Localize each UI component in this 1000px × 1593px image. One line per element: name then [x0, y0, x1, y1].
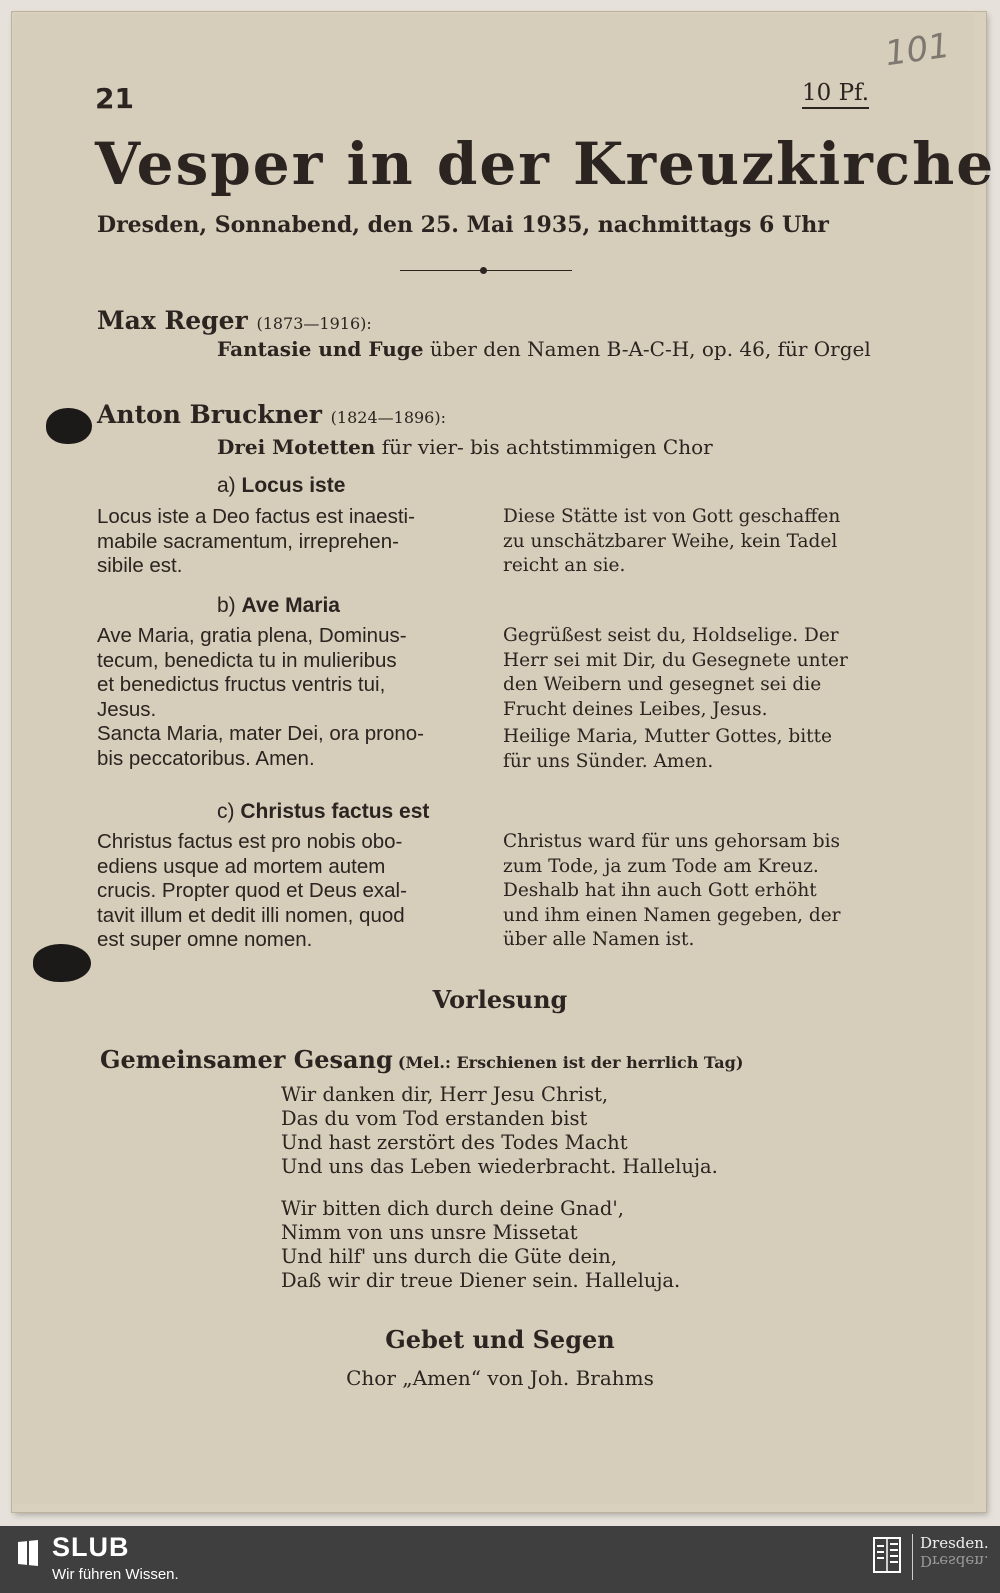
work-reger: [217, 337, 871, 361]
motet-title: Locus iste: [241, 474, 346, 497]
text-line: sibile est.: [97, 554, 183, 577]
text-line: den Weibern und gesegnet sei die: [503, 674, 822, 695]
text-line: Christus ward für uns gehorsam bis: [503, 831, 841, 852]
dresden-coat-of-arms-icon: [872, 1536, 902, 1576]
text-line: Ave Maria, gratia plena, Dominus-: [97, 624, 407, 647]
motet-heading-a: [217, 474, 345, 498]
text-line: Diese Stätte ist von Gott geschaffen: [503, 506, 841, 527]
hymn-stanza-1: [281, 1083, 718, 1179]
motet-heading-c: [217, 800, 429, 824]
text-line: für uns Sünder. Amen.: [503, 750, 714, 772]
library-footer: [0, 1526, 1000, 1593]
page-subtitle: Dresden, Sonnabend, den 25. Mai 1935, nachmittags 6 Uhr: [97, 212, 829, 238]
library-claim: Wir führen Wissen.: [52, 1566, 179, 1583]
hymn-line: Wir danken dir, Herr Jesu Christ,: [281, 1083, 609, 1106]
latin-text-c: [97, 830, 469, 953]
text-line: ediens usque ad mortem autem: [97, 854, 386, 878]
library-name: SLUB: [52, 1532, 130, 1562]
hymn-line: Und hast zerstört des Todes Macht: [281, 1131, 628, 1154]
text-line: est super omne nomen.: [97, 928, 313, 951]
motet-letter: b): [217, 594, 236, 617]
chor-line: Chor „Amen“ von Joh. Brahms: [346, 1366, 654, 1390]
text-line: tecum, benedicta tu in mulieribus: [97, 648, 397, 672]
text-line: mabile sacramentum, irreprehen-: [97, 529, 399, 553]
work-title: Drei Motetten: [217, 435, 376, 459]
text-line: reicht an sie.: [503, 555, 626, 576]
slub-logo-icon: [16, 1538, 40, 1568]
text-line: et benedictus fructus ventris tui,: [97, 673, 386, 696]
composer-name: Anton Bruckner: [97, 400, 322, 429]
text-line: zum Tode, ja zum Tode am Kreuz.: [503, 855, 819, 877]
gesang-melody: (Mel.: Erschienen ist der herrlich Tag): [397, 1053, 744, 1072]
work-bruckner: [217, 435, 713, 459]
section-gesang: [100, 1045, 743, 1074]
text-line: und ihm einen Namen gegeben, der: [503, 904, 841, 926]
punch-hole-bottom: [33, 944, 91, 982]
city-name: Dresden.: [920, 1534, 989, 1552]
divider-ornament: [480, 267, 487, 274]
text-line: crucis. Propter quod et Deus exal-: [97, 879, 407, 902]
pencil-note: 101: [882, 25, 953, 75]
text-line: Gegrüßest seist du, Holdselige. Der: [503, 625, 839, 646]
page-title: Vesper in der Kreuzkirche: [95, 130, 996, 198]
leaflet-number: 21: [95, 82, 134, 115]
composer-bruckner: [97, 400, 446, 429]
text-line: Herr sei mit Dir, du Gesegnete unter: [503, 649, 848, 671]
latin-text-b: [97, 624, 469, 771]
text-line: Christus factus est pro nobis obo-: [97, 830, 403, 853]
city-name-reflection: Dresden.: [920, 1552, 989, 1570]
motet-heading-b: [217, 594, 340, 618]
work-title: Fantasie und Fuge: [217, 337, 424, 361]
section-gebet: Gebet und Segen: [385, 1325, 615, 1354]
motet-letter: c): [217, 800, 235, 823]
hymn-line: Nimm von uns unsre Missetat: [281, 1221, 578, 1244]
composer-dates: (1873—1916):: [256, 314, 372, 333]
text-line: Deshalb hat ihn auch Gott erhöht: [503, 880, 817, 901]
motet-title: Ave Maria: [241, 594, 340, 617]
text-line: Jesus.: [97, 697, 157, 721]
composer-dates: (1824—1896):: [330, 408, 446, 427]
text-line: Sancta Maria, mater Dei, ora prono-: [97, 722, 424, 745]
text-line: Frucht deines Leibes, Jesus.: [503, 698, 768, 720]
latin-text-a: [97, 505, 469, 579]
composer-name: Max Reger: [97, 306, 248, 335]
price: 10 Pf.: [802, 80, 869, 109]
footer-separator: [912, 1534, 913, 1580]
hymn-line: Wir bitten dich durch deine Gnad',: [281, 1197, 624, 1220]
german-text-b: [503, 624, 873, 774]
hymn-line: Und uns das Leben wiederbracht. Halleluja.: [281, 1155, 718, 1178]
text-line: zu unschätzbarer Weihe, kein Tadel: [503, 530, 838, 552]
work-detail: für vier- bis achtstimmigen Chor: [381, 435, 713, 459]
hymn-line: Das du vom Tod erstanden bist: [281, 1107, 588, 1130]
text-line: Locus iste a Deo factus est inaesti-: [97, 505, 415, 528]
hymn-stanza-2: [281, 1197, 680, 1293]
work-detail: über den Namen B-A-C-H, op. 46, für Orgel: [429, 337, 871, 361]
motet-title: Christus factus est: [240, 800, 430, 823]
text-line: bis peccatoribus. Amen.: [97, 746, 315, 770]
hymn-line: Und hilf' uns durch die Güte dein,: [281, 1245, 618, 1268]
hymn-line: Daß wir dir treue Diener sein. Halleluja.: [281, 1269, 681, 1292]
section-lesung: Vorlesung: [432, 985, 568, 1014]
gesang-title: Gemeinsamer Gesang: [100, 1045, 393, 1074]
motet-letter: a): [217, 474, 236, 497]
text-line: Heilige Maria, Mutter Gottes, bitte: [503, 726, 832, 747]
text-line: über alle Namen ist.: [503, 929, 695, 950]
german-text-a: [503, 505, 873, 579]
german-text-c: [503, 830, 873, 953]
punch-hole-top: [46, 408, 92, 444]
text-line: tavit illum et dedit illi nomen, quod: [97, 903, 405, 927]
composer-reger: [97, 306, 372, 335]
